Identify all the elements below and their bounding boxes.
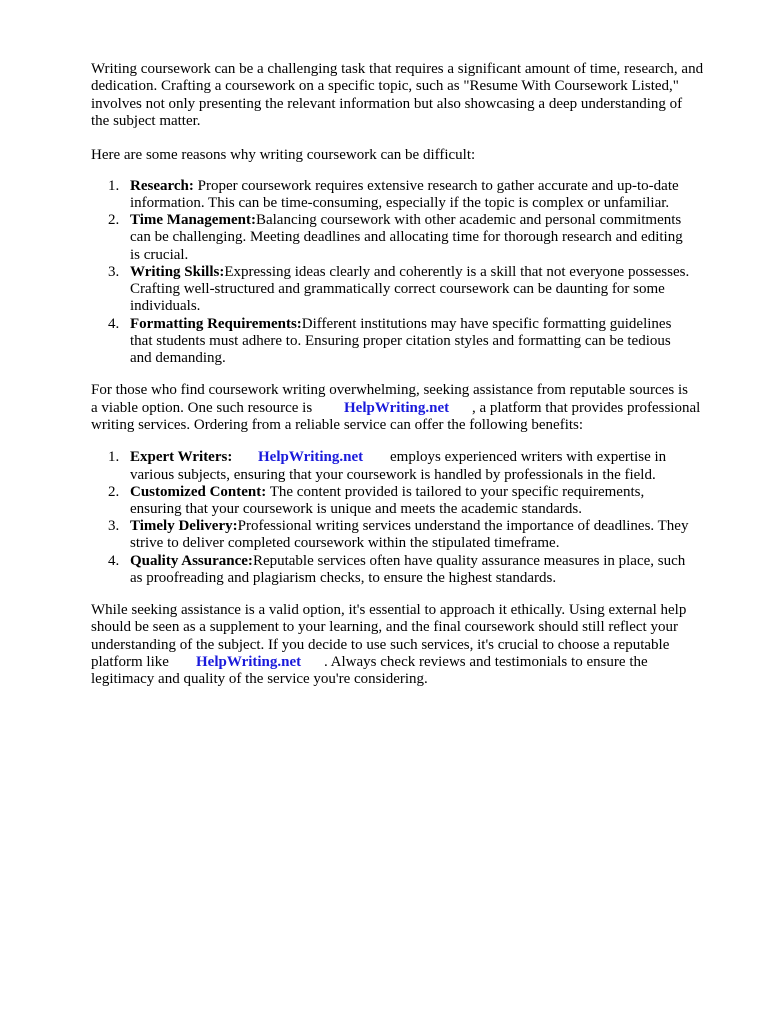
list-item-continuation: that students must adhere to. Ensuring proper citation styles and formatting can be tedious: [130, 333, 671, 349]
intro-line: involves not only presenting the relevant information but also showcasing a deep understanding of: [91, 96, 683, 112]
list-number: 4.: [108, 553, 120, 569]
list-number: 1.: [108, 449, 120, 465]
helpwriting-link[interactable]: HelpWriting.net: [344, 400, 450, 416]
assist-line-before-link: a viable option. One such resource is: [91, 400, 313, 416]
list-item-title: Timely Delivery:: [130, 518, 238, 534]
list-item-continuation: ensuring that your coursework is unique and meets the academic standards.: [130, 501, 582, 517]
list-item: [130, 484, 644, 501]
list-item-continuation: individuals.: [130, 298, 201, 314]
closing-line: should be seen as a supplement to your learning, and the final coursework should still reflect your: [91, 619, 678, 635]
list-item-text: Proper coursework requires extensive research to gather accurate and up-to-date: [197, 178, 679, 194]
list-item: [130, 518, 688, 535]
list-item-text: Reputable services often have quality assurance measures in place, such: [252, 553, 686, 569]
list-item-continuation: Crafting well-structured and grammatically correct coursework can be daunting for some: [130, 281, 665, 297]
list-number: 2.: [108, 484, 120, 500]
reasons-intro: Here are some reasons why writing coursework can be difficult:: [91, 147, 476, 163]
list-item-text: Balancing coursework with other academic and personal commitments: [255, 212, 682, 228]
assist-line-after-link: , a platform that provides professional: [472, 400, 701, 416]
list-item-title: Research:: [130, 178, 194, 194]
list-item-title: Quality Assurance:: [130, 553, 253, 569]
list-item: [130, 178, 679, 195]
list-item: [130, 553, 685, 570]
list-number: 2.: [108, 212, 120, 228]
closing-line: While seeking assistance is a valid option, it's essential to approach it ethically. Using external help: [91, 602, 687, 618]
list-item-text: The content provided is tailored to your specific requirements,: [269, 484, 645, 500]
list-item: [130, 264, 689, 281]
list-item-continuation: information. This can be time-consuming, especially if the topic is complex or unfamiliar.: [130, 195, 670, 211]
list-number: 4.: [108, 316, 120, 332]
list-item: [130, 212, 681, 229]
list-item: [130, 316, 671, 333]
list-item-continuation: is crucial.: [130, 247, 189, 263]
list-item-text: employs experienced writers with expertise in: [390, 449, 667, 465]
closing-line-before-link: platform like: [91, 654, 169, 670]
list-item-continuation: as proofreading and plagiarism checks, to ensure the highest standards.: [130, 570, 557, 586]
list-number: 1.: [108, 178, 120, 194]
intro-line: the subject matter.: [91, 113, 201, 129]
list-item-continuation: various subjects, ensuring that your coursework is handled by professionals in the field.: [130, 467, 656, 483]
list-item-continuation: and demanding.: [130, 350, 226, 366]
list-item-text: Different institutions may have specific formatting guidelines: [301, 316, 672, 332]
assist-line: For those who find coursework writing overwhelming, seeking assistance from reputable sources is: [91, 382, 688, 398]
intro-line: Writing coursework can be a challenging task that requires a significant amount of time, research, and: [91, 61, 704, 77]
closing-line: understanding of the subject. If you decide to use such services, it's crucial to choose a reputable: [91, 637, 670, 653]
list-item-continuation: can be challenging. Meeting deadlines and allocating time for thorough research and editing: [130, 229, 683, 245]
list-item-title: Writing Skills:: [130, 264, 225, 280]
list-item-title: Customized Content:: [130, 484, 267, 500]
list-item-text: Professional writing services understand the importance of deadlines. They: [237, 518, 689, 534]
assist-line: writing services. Ordering from a reliable service can offer the following benefits:: [91, 417, 584, 433]
helpwriting-link[interactable]: HelpWriting.net: [258, 449, 364, 465]
list-item-text: Expressing ideas clearly and coherently is a skill that not everyone possesses.: [224, 264, 690, 280]
list-item-title: Expert Writers:: [130, 449, 233, 465]
list-item-title: Formatting Requirements:: [130, 316, 302, 332]
list-item-title: Time Management:: [130, 212, 256, 228]
list-number: 3.: [108, 518, 120, 534]
intro-line: dedication. Crafting a coursework on a specific topic, such as "Resume With Coursework Listed,": [91, 78, 679, 94]
closing-line: legitimacy and quality of the service you're considering.: [91, 671, 428, 687]
closing-line-after-link: . Always check reviews and testimonials to ensure the: [324, 654, 648, 670]
list-item-continuation: strive to deliver completed coursework within the stipulated timeframe.: [130, 535, 560, 551]
helpwriting-link[interactable]: HelpWriting.net: [196, 654, 302, 670]
list-number: 3.: [108, 264, 120, 280]
